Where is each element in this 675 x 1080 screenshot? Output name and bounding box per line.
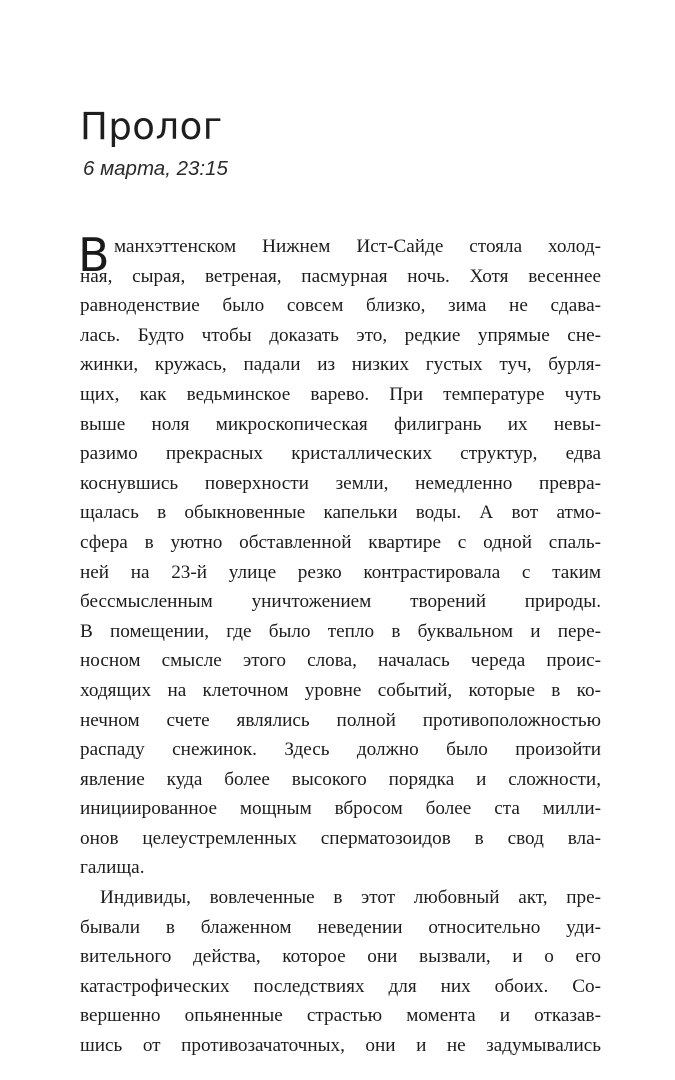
text-line: В помещении, где было тепло в буквальном и пере- [80, 620, 601, 642]
text-line: разимо прекрасных кристаллических структур, едва [80, 443, 601, 465]
text-line: нечном счете являлись полной противоположностью [80, 709, 601, 731]
text-line: инициированное мощным вбросом более ста милли- [80, 798, 601, 820]
text-line: коснувшись поверхности земли, немедленно превра- [80, 472, 601, 494]
chapter-date: 6 марта, 23:15 [83, 157, 228, 180]
text-line: бессмысленным уничтожением творений природы. [80, 591, 601, 613]
text-line: сфера в уютно обставленной квартире с одной спаль- [80, 531, 601, 553]
text-line: носном смысле этого слова, началась череда проис- [80, 650, 601, 672]
text-line: шись от противозачаточных, они и не задумывались [80, 1035, 601, 1057]
text-line: щих, как ведьминское варево. При температуре чуть [80, 383, 601, 405]
text-line: ней на 23-й улице резко контрастировала с таким [80, 561, 601, 583]
text-line: ная, сырая, ветреная, пасмурная ночь. Хотя весеннее [80, 265, 601, 287]
text-line: вершенно опьяненные страстью момента и отказав- [80, 1005, 601, 1027]
chapter-title: Пролог [80, 105, 223, 148]
text-line: жинки, кружась, падали из низких густых туч, бурля- [80, 354, 601, 376]
text-line: катастрофических последствиях для них обоих. Со- [80, 975, 601, 997]
text-line: вительного действа, которое они вызвали, и о его [80, 946, 601, 968]
text-line: Индивиды, вовлеченные в этот любовный акт, пре- [100, 887, 601, 909]
text-line: распаду снежинок. Здесь должно было произойти [80, 739, 601, 761]
text-line: щалась в обыкновенные капельки воды. А вот атмо- [80, 502, 601, 524]
text-line: ходящих на клеточном уровне событий, которые в ко- [80, 679, 601, 701]
text-line: лась. Будто чтобы доказать это, редкие упрямые сне- [80, 324, 601, 346]
drop-cap: В [78, 228, 110, 282]
text-line: онов целеустремленных сперматозоидов в свод вла- [80, 827, 601, 849]
text-line: манхэттенском Нижнем Ист-Сайде стояла холод- [114, 236, 601, 257]
text-line: выше ноля микроскопическая филигрань их невы- [80, 413, 601, 435]
text-line: галища. [80, 857, 145, 879]
text-line: явление куда более высокого порядка и сложности, [80, 768, 601, 790]
body-text [78, 228, 601, 1061]
text-line: равноденствие было совсем близко, зима не сдава- [80, 295, 601, 317]
text-line: бывали в блаженном неведении относительно уди- [80, 916, 601, 938]
